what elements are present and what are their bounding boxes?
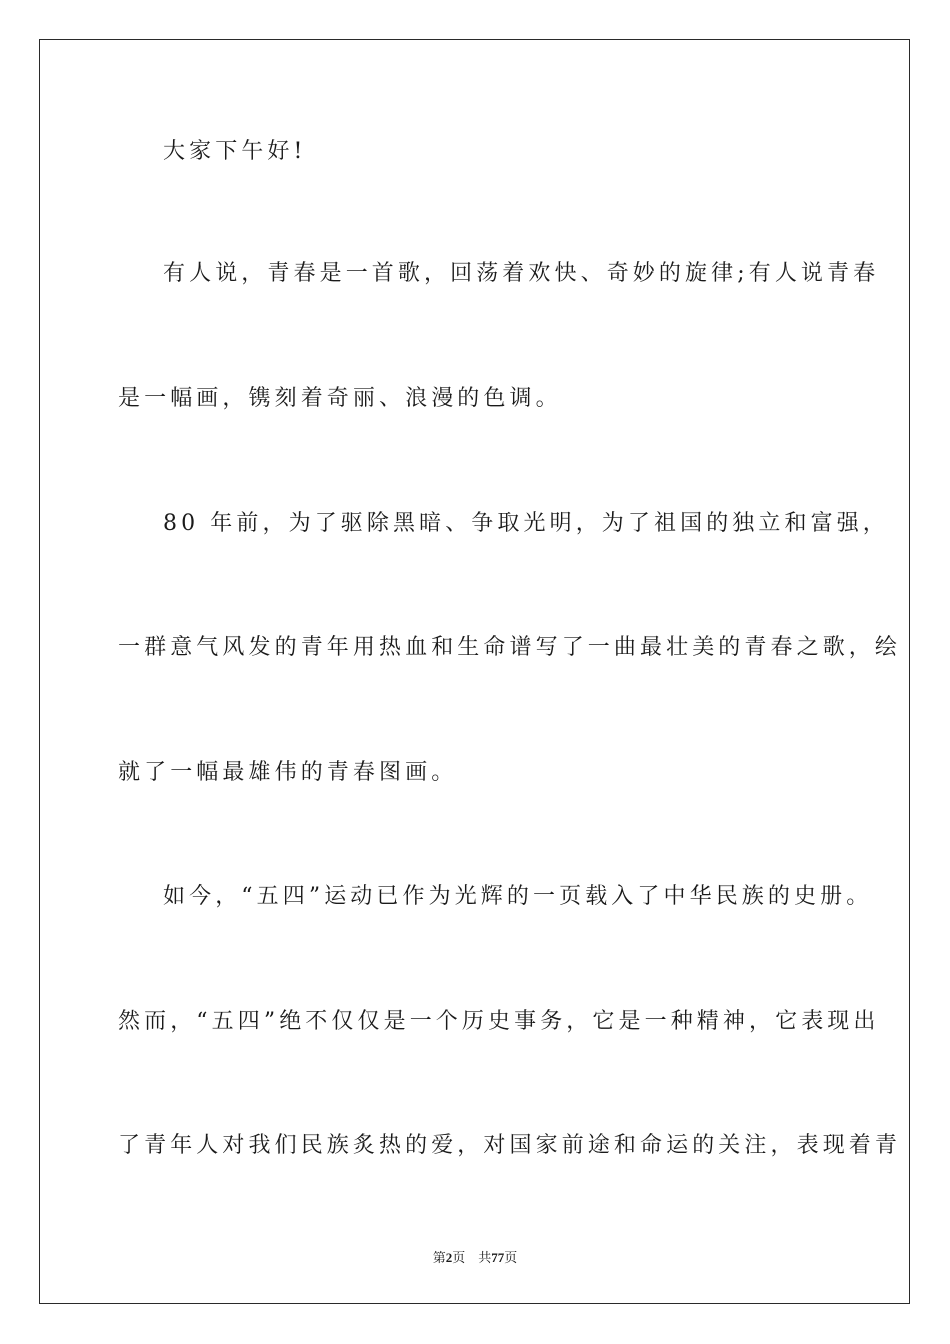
page-footer xyxy=(0,1247,950,1266)
footer-page-prefix: 第 xyxy=(432,1250,446,1265)
paragraph-1-line-2: 是一幅画，镌刻着奇丽、浪漫的色调。 xyxy=(118,386,562,411)
paragraph-2-line-1: 80 年前，为了驱除黑暗、争取光明，为了祖国的独立和富强， xyxy=(163,511,889,536)
paragraph-2-line-3: 就了一幅最雄伟的青春图画。 xyxy=(118,760,458,785)
paragraph-3-line-3: 了青年人对我们民族炙热的爱，对国家前途和命运的关注，表现着青 xyxy=(118,1133,902,1158)
footer-total-prefix: 共 xyxy=(478,1250,492,1265)
footer-total-number: 77 xyxy=(491,1250,505,1265)
footer-total-suffix: 页 xyxy=(504,1250,518,1265)
paragraph-3-line-2: 然而，“五四”绝不仅仅是一个历史事务，它是一种精神，它表现出 xyxy=(118,1009,880,1034)
page-border xyxy=(39,39,910,1304)
paragraph-2-line-2: 一群意气风发的青年用热血和生命谱写了一曲最壮美的青春之歌，绘 xyxy=(118,635,902,660)
paragraph-1-line-1: 有人说，青春是一首歌，回荡着欢快、奇妙的旋律;有人说青春 xyxy=(163,261,880,286)
paragraph-3-line-1: 如今，“五四”运动已作为光辉的一页载入了中华民族的史册。 xyxy=(163,884,873,909)
footer-page-suffix: 页 xyxy=(452,1250,466,1265)
greeting-line: 大家下午好! xyxy=(163,139,307,164)
footer-page-number: 2 xyxy=(445,1250,453,1265)
